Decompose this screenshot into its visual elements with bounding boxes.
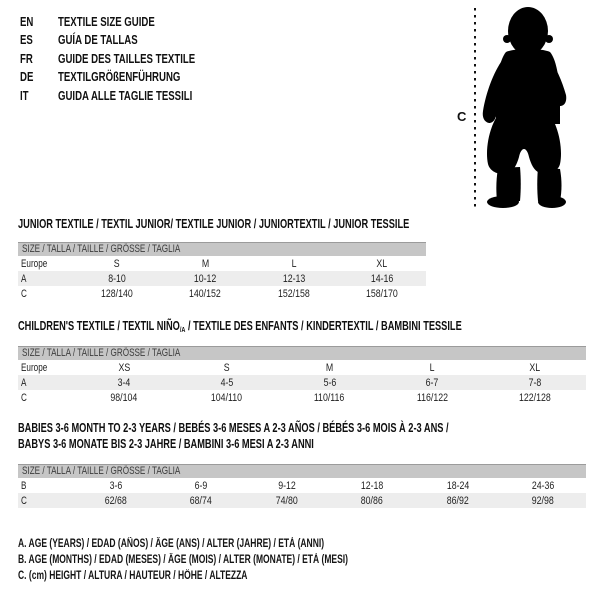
toddler-silhouette	[483, 7, 567, 208]
size-value-cell: 62/68	[104, 494, 127, 507]
size-value-cell: 158/170	[365, 287, 398, 300]
row-label-cell: C	[21, 287, 27, 300]
legend-line-a: A. AGE (YEARS) / EDAD (AÑOS) / ÂGE (ANS) / ALTER (JAHRE) / ETÀ (ANNI)	[18, 538, 325, 550]
children-title-pre: CHILDREN'S TEXTILE / TEXTIL NIÑO	[18, 319, 180, 333]
table-row	[18, 286, 426, 301]
language-code: DE	[20, 69, 34, 85]
size-value-cell: 98/104	[110, 391, 138, 404]
size-value-cell: 3-4	[117, 376, 131, 389]
language-row	[20, 86, 243, 105]
size-value-cell: 24-36	[531, 479, 555, 492]
size-value-cell: 8-10	[108, 272, 126, 285]
size-value-cell: 152/158	[277, 287, 310, 300]
language-code: FR	[20, 50, 33, 66]
children-size-table	[18, 346, 586, 405]
children-section-title-text	[18, 319, 462, 334]
size-value-cell: XL	[376, 257, 388, 270]
table-row	[18, 390, 586, 405]
language-label: TEXTILGRÖßENFÜHRUNG	[58, 69, 181, 85]
table-size-header	[18, 346, 586, 360]
size-value-cell: S	[114, 257, 121, 270]
size-value-cell: L	[291, 257, 297, 270]
junior-section-title-text: JUNIOR TEXTILE / TEXTIL JUNIOR/ TEXTILE JUNIOR / JUNIORTEXTIL / JUNIOR TESSILE	[18, 217, 410, 231]
babies-title-line1: BABIES 3-6 MONTH TO 2-3 YEARS / BEBÉS 3-6 MESES A 2-3 AÑOS / BÉBÉS 3-6 MOIS À 2-3 ANS /	[18, 421, 449, 435]
row-label-cell: Europe	[21, 257, 48, 270]
size-value-cell: 10-12	[194, 272, 217, 285]
junior-size-table	[18, 242, 426, 301]
size-value-cell: 110/116	[314, 391, 345, 404]
table-row	[18, 360, 586, 375]
size-value-cell: 7-8	[528, 376, 542, 389]
babies-title-line2: BABYS 3-6 MONATE BIS 2-3 JAHRE / BAMBINI 3-6 MESI A 2-3 ANNI	[18, 436, 314, 451]
table-size-header	[18, 242, 426, 256]
row-label-cell: C	[21, 391, 27, 404]
language-label: GUÍA DE TALLAS	[58, 32, 138, 48]
row-label-cell: Europe	[21, 361, 48, 374]
row-label-cell: B	[21, 479, 27, 492]
size-value-cell: 5-6	[323, 376, 336, 389]
measure-legend	[18, 536, 464, 584]
row-label-cell: A	[21, 376, 27, 389]
babies-section-title	[18, 421, 600, 452]
language-row	[20, 68, 243, 87]
size-value-cell: 68/74	[190, 494, 213, 507]
language-row	[20, 31, 243, 50]
language-label: GUIDE DES TAILLES TEXTILE	[58, 50, 196, 66]
toddler-silhouette-figure	[440, 2, 595, 214]
babies-table-rows	[18, 478, 586, 508]
size-value-cell: 12-13	[282, 272, 305, 285]
children-title-subscript: /A	[179, 325, 186, 334]
table-row	[18, 493, 586, 508]
language-label: GUIDA ALLE TAGLIE TESSILI	[58, 87, 193, 103]
size-value-cell: 116/122	[416, 391, 448, 404]
size-value-cell: 80/86	[361, 494, 384, 507]
table-row	[18, 375, 586, 390]
language-label: TEXTILE SIZE GUIDE	[58, 13, 155, 29]
language-row	[20, 49, 243, 68]
size-value-cell: 9-12	[277, 479, 296, 492]
size-value-cell: 128/140	[101, 287, 134, 300]
table-size-header	[18, 464, 586, 478]
junior-section-title	[18, 217, 547, 231]
size-value-cell: 140/152	[189, 287, 222, 300]
measure-label-c: C	[457, 109, 467, 124]
size-value-cell: 6-9	[194, 479, 208, 492]
size-value-cell: 104/110	[211, 391, 243, 404]
size-value-cell: 3-6	[109, 479, 123, 492]
table-size-header-text: SIZE / TALLA / TAILLE / GRÖSSE / TAGLIA	[22, 347, 181, 359]
row-label-cell: A	[21, 272, 27, 285]
row-label-cell: C	[21, 494, 27, 507]
table-size-header-text: SIZE / TALLA / TAILLE / GRÖSSE / TAGLIA	[22, 243, 181, 255]
size-value-cell: L	[429, 361, 435, 374]
size-value-cell: 12-18	[360, 479, 384, 492]
children-title-post: / TEXTILE DES ENFANTS / KINDERTEXTIL / BAMBINI TESSILE	[185, 319, 462, 333]
language-code: IT	[20, 87, 29, 103]
size-value-cell: 86/92	[446, 494, 469, 507]
size-value-cell: 14-16	[370, 272, 394, 285]
size-value-cell: 4-5	[220, 376, 234, 389]
size-value-cell: 122/128	[518, 391, 551, 404]
size-value-cell: S	[223, 361, 230, 374]
table-size-header-text: SIZE / TALLA / TAILLE / GRÖSSE / TAGLIA	[22, 465, 181, 477]
language-code: ES	[20, 32, 33, 48]
size-value-cell: 6-7	[425, 376, 439, 389]
size-value-cell: 74/80	[275, 494, 298, 507]
language-list	[20, 12, 243, 105]
language-row	[20, 12, 243, 31]
babies-size-table	[18, 464, 586, 508]
size-value-cell: XL	[529, 361, 541, 374]
table-row	[18, 271, 426, 286]
size-value-cell: M	[201, 257, 210, 270]
size-value-cell: M	[325, 361, 334, 374]
table-row	[18, 478, 586, 493]
size-value-cell: 92/98	[532, 494, 555, 507]
junior-table-rows	[18, 256, 426, 301]
children-section-title	[18, 319, 600, 334]
size-value-cell: XS	[118, 361, 131, 374]
legend-line-c: C. (cm) HEIGHT / ALTURA / HAUTEUR / HÖHE / ALTEZZA	[18, 570, 248, 582]
language-code: EN	[20, 13, 34, 29]
legend-line-b: B. AGE (MONTHS) / EDAD (MESES) / ÂGE (MOIS) / ALTER (MONATE) / ETÀ (MESI)	[18, 554, 348, 566]
table-row	[18, 256, 426, 271]
size-value-cell: 18-24	[446, 479, 469, 492]
children-table-rows	[18, 360, 586, 405]
